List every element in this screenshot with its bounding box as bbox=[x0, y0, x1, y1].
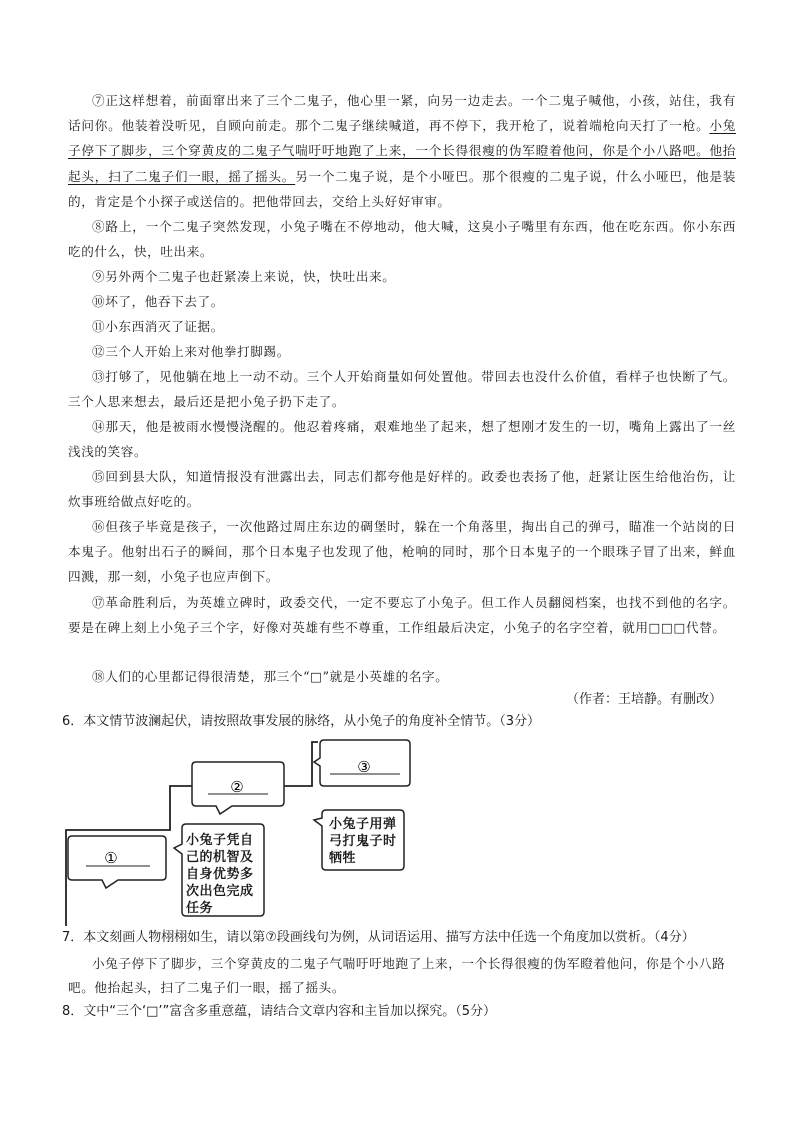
paragraph-7 bbox=[68, 88, 736, 214]
paragraph-10: ⑩坏了，他吞下去了。 bbox=[92, 294, 224, 309]
blank-3-label: ③ bbox=[357, 758, 371, 776]
paragraph-8: ⑧路上，一个二鬼子突然发现，小兔子嘴在不停地动，他大喊，这臭小子嘴里有东西，他在吃东西。你小东西吃的什么，快，吐出来。 bbox=[68, 219, 736, 260]
callout-b-line: 小兔子用弹 bbox=[329, 817, 397, 832]
paragraph-15: ⑮回到县大队，知道情报没有泄露出去，同志们都夸他是好样的。政委也表扬了他，赶紧让医生给他治伤，让炊事班给做点好吃的。 bbox=[68, 469, 736, 510]
blank-1-label: ① bbox=[104, 849, 118, 867]
question-8: 8．文中“三个‘□’”富含多重意蕴，请结合文章内容和主旨加以探究。（5分） bbox=[62, 1004, 497, 1019]
callout-b-line: 弓打鬼子时 bbox=[329, 834, 397, 849]
paragraph-16: ⑯但孩子毕竟是孩子，一次他路过周庄东边的碉堡时，躲在一个角落里，掏出自己的弹弓，瞄准一个站岗的日本鬼子。他射出石子的瞬间，那个日本鬼子也发现了他，枪响的同时，那个日本鬼子的一个眼珠子冒了出来，鲜血四溅，那一刻，小兔子也应声倒下。 bbox=[68, 519, 736, 585]
question-7-quote: 小兔子停下了脚步，三个穿黄皮的二鬼子气喘吁吁地跑了上来，一个长得很瘦的伪军瞪着他问，你是个小八路吧。他抬起头，扫了二鬼子们一眼，摇了摇头。 bbox=[68, 956, 726, 995]
paragraph-12: ⑫三个人开始上来对他拳打脚踢。 bbox=[92, 344, 290, 359]
callout-a-line: 己的机智及 bbox=[186, 850, 254, 865]
paragraph-17: ⑰革命胜利后，为英雄立碑时，政委交代，一定不要忘了小兔子。但工作人员翻阅档案，也找不到他的名字。要是在碑上刻上小兔子三个字，好像对英雄有些不尊重，工作组最后决定，小兔子的名字空着，就用□□□代替。 bbox=[68, 595, 736, 636]
paragraph-7-text-end: 另一个二鬼子说，是个小哑巴。那个很瘦的二鬼子说，什么小哑巴，他是装的，肯定是个小探子或送信的。把他带回去，交给上头好好审审。 bbox=[68, 168, 736, 209]
callout-b-line: 牺牲 bbox=[329, 851, 357, 866]
paragraph-18: ⑱人们的心里都记得很清楚，那三个“□”就是小英雄的名字。 bbox=[92, 669, 449, 684]
paragraph-9: ⑨另外两个二鬼子也赶紧凑上来说，快，快吐出来。 bbox=[92, 269, 396, 284]
callout-a-line: 次出色完成 bbox=[186, 884, 254, 899]
callout-a-line: 自身优势多 bbox=[186, 867, 254, 882]
question-7: 7．本文刻画人物栩栩如生，请以第⑦段画线句为例，从词语运用、描写方法中任选一个角度加以赏析。（4分） bbox=[62, 930, 695, 945]
callout-a-text bbox=[186, 832, 264, 917]
paragraph-11: ⑪小东西消灭了证据。 bbox=[92, 319, 224, 334]
callout-b-text bbox=[329, 816, 407, 867]
plot-diagram bbox=[62, 736, 422, 926]
question-6: 6．本文情节波澜起伏，请按照故事发展的脉络，从小兔子的角度补全情节。（3分） bbox=[62, 714, 541, 729]
callout-a-line: 小兔子凭自 bbox=[186, 833, 254, 848]
author-credit: （作者：王培静。有删改） bbox=[565, 692, 722, 707]
underlined-sentence: 小兔子停下了脚步，三个穿黄皮的二鬼子气喘吁吁地跑了上来，一个长得很瘦的伪军瞪着他问，你是个小八路吧。他抬起头，扫了二鬼子们一眼，摇了摇头。 bbox=[68, 118, 736, 184]
blank-2-label: ② bbox=[230, 778, 244, 796]
paragraph-14: ⑭那天，他是被雨水慢慢浇醒的。他忍着疼痛，艰难地坐了起来，想了想刚才发生的一切，嘴角上露出了一丝浅浅的笑容。 bbox=[68, 419, 736, 460]
paragraph-13: ⑬打够了，见他躺在地上一动不动。三个人开始商量如何处置他。带回去也没什么价值，看样子也快断了气。三个人思来想去，最后还是把小兔子扔下走了。 bbox=[68, 369, 736, 410]
paragraph-7-text: ⑦正这样想着，前面窜出来了三个二鬼子，他心里一紧，向另一边走去。一个二鬼子喊他，小孩，站住，我有话问你。他装着没听见，自顾向前走。那个二鬼子继续喊道，再不停下，我开枪了，说着端枪向天打了一枪。 bbox=[68, 93, 736, 134]
callout-a-line: 任务 bbox=[186, 901, 214, 916]
